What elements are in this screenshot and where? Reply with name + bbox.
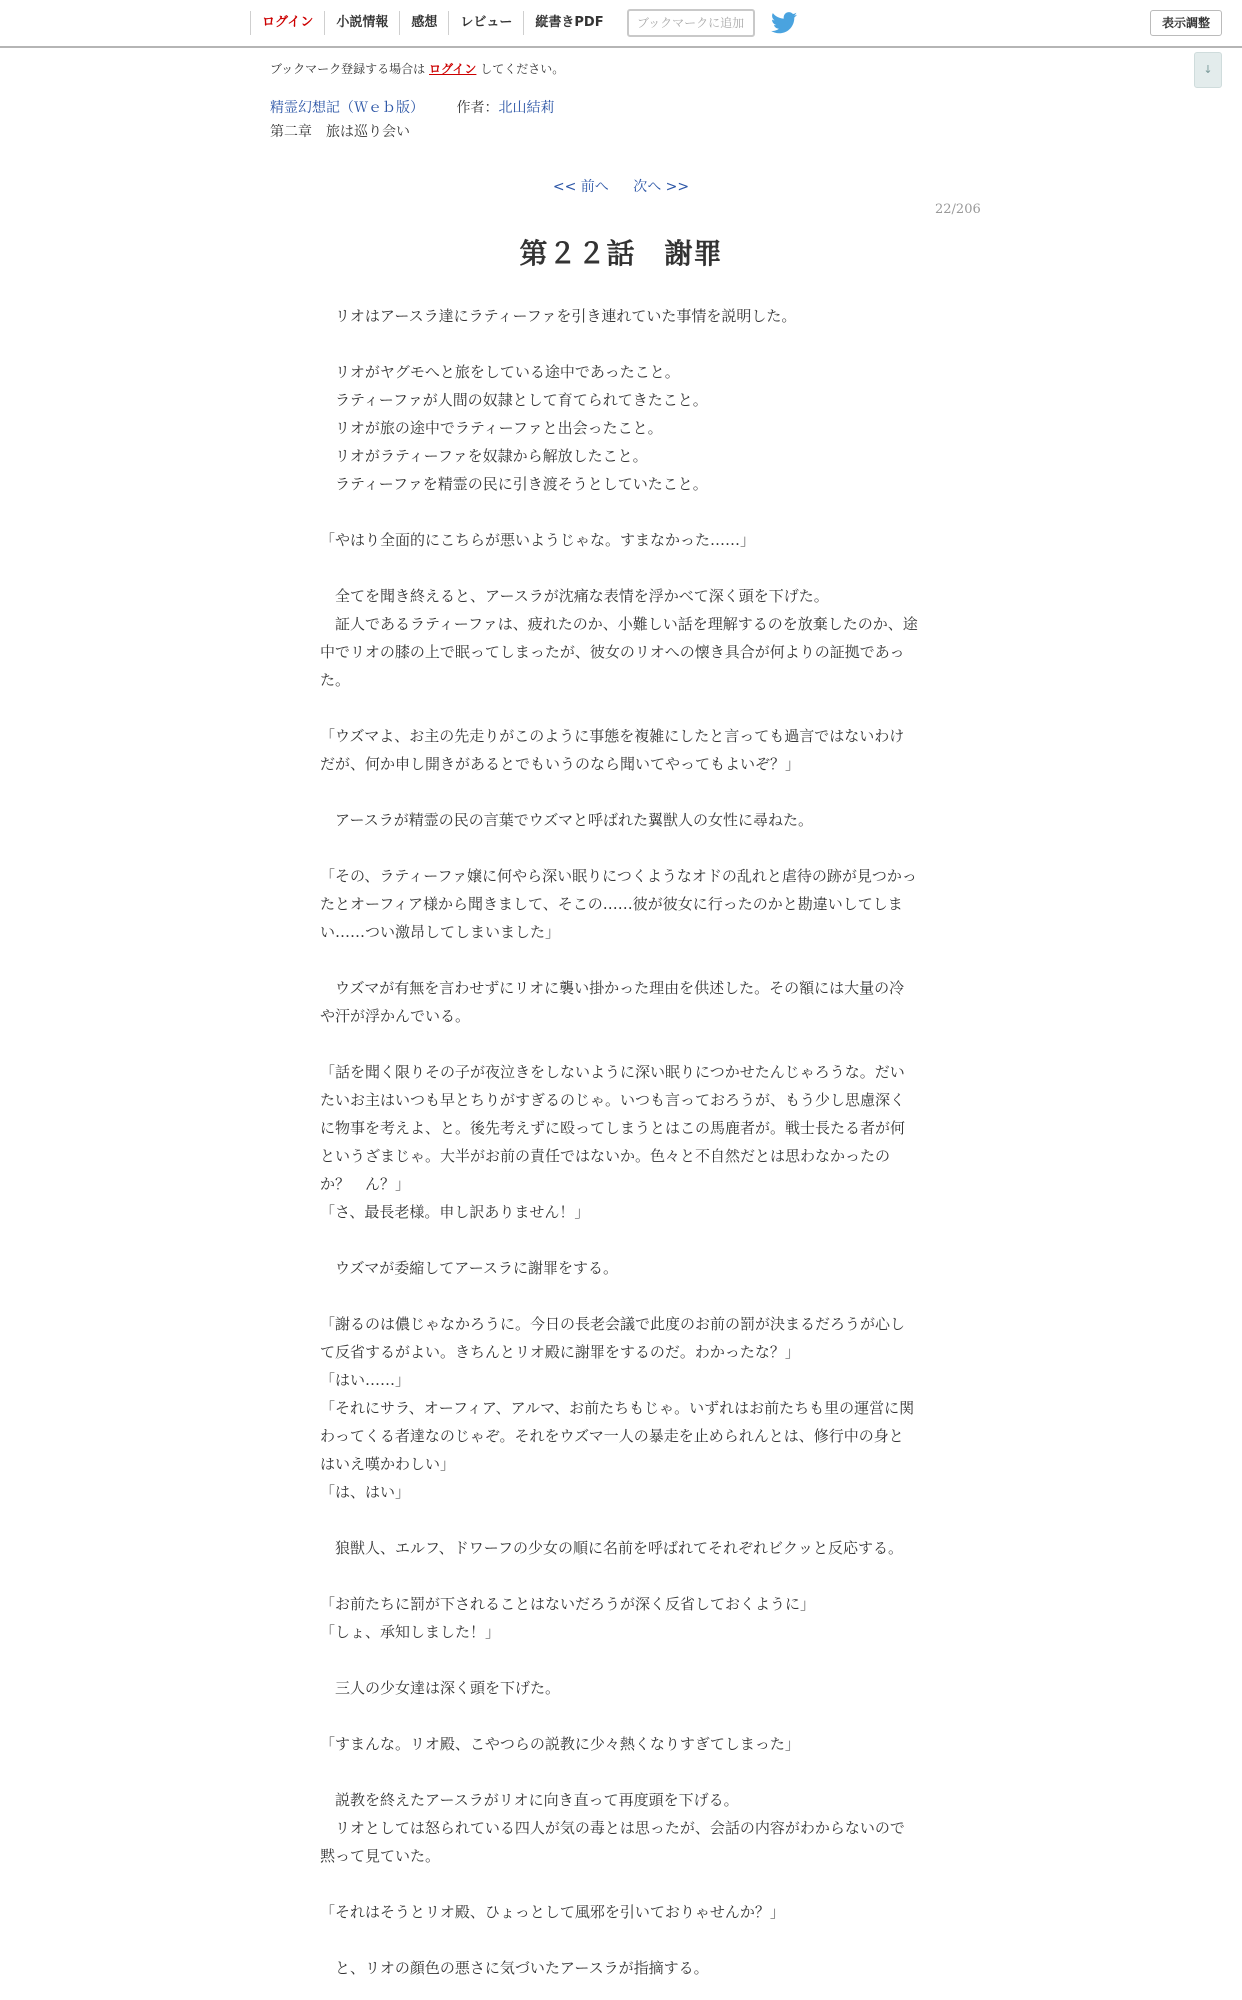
episode-title: 第２２話 謝罪 [519, 237, 723, 270]
notice-text-before: ブックマーク登録する場合は [270, 62, 426, 76]
bookmark-login-notice [270, 60, 564, 77]
add-bookmark-button[interactable]: ブックマークに追加 [627, 9, 755, 37]
body-paragraph: ラティーファが人間の奴隷として育てられてきたこと。 [320, 391, 708, 409]
twitter-icon[interactable] [771, 12, 797, 34]
body-paragraph: 「やはり全面的にこちらが悪いようじゃな。すまなかった……」 [320, 531, 756, 549]
body-paragraph: 「ウズマよ、お主の先走りがこのように事態を複雑にしたと言っても過言ではないわけだが、何か申し開きがあるとでもいうのなら聞いてやってもよいぞ？」 [320, 727, 905, 773]
body-paragraph: 説教を終えたアースラがリオに向き直って再度頭を下げる。 [320, 1791, 739, 1809]
body-paragraph: 「は、はい」 [320, 1483, 411, 1501]
next-link[interactable]: 次へ >> [633, 179, 690, 195]
body-paragraph: リオがラティーファを奴隷から解放したこと。 [320, 447, 648, 465]
body-paragraph: 「さ、最長老様。申し訳ありません！」 [320, 1203, 590, 1221]
body-paragraph: 「その、ラティーファ嬢に何やら深い眠りにつくようなオドの乱れと虐待の跡が見つかったとオーフィア様から聞きまして、そこの……彼が彼女に行ったのかと勘違いしてしまい……つい激昂してしまいました」 [320, 867, 917, 941]
author-link[interactable]: 北山結莉 [498, 100, 555, 116]
body-paragraph [320, 498, 918, 526]
scroll-down-button[interactable]: ↓ [1194, 52, 1222, 88]
body-paragraph: リオとしては怒られている四人が気の毒とは思ったが、会話の内容がわからないので黙って見ていた。 [320, 1819, 905, 1865]
body-paragraph [320, 1030, 918, 1058]
body-paragraph: 「しょ、承知しました！」 [320, 1623, 501, 1641]
body-paragraph: 「謝るのは儂じゃなかろうに。今日の長老会議で此度のお前の罰が決まるだろうが心して反省するがよい。きちんとリオ殿に謝罪をするのだ。わかったな？」 [320, 1315, 906, 1361]
body-paragraph: 証人であるラティーファは、疲れたのか、小難しい話を理解するのを放棄したのか、途中でリオの膝の上で眠ってしまったが、彼女のリオへの懐き具合が何よりの証拠であった。 [320, 615, 918, 689]
novel-title-link[interactable]: 精霊幻想記（Ｗｅｂ版） [270, 100, 424, 116]
novel-body [320, 302, 918, 1982]
body-paragraph [320, 1562, 918, 1590]
body-paragraph [320, 554, 918, 582]
body-paragraph: 「それにサラ、オーフィア、アルマ、お前たちもじゃ。いずれはお前たちも里の運営に関わってくる者達なのじゃぞ。それをウズマ一人の暴走を止められんとは、修行中の身とはいえ嘆かわしい」 [320, 1399, 915, 1473]
body-paragraph [320, 1282, 918, 1310]
body-paragraph: 「話を聞く限りその子が夜泣きをしないように深い眠りにつかせたんじゃろうな。だいたいお主はいつも早とちりがすぎるのじゃ。いつも言っておろうが、もう少し思慮深くに物事を考えよ、と。後先考えずに殴ってしまうとはこの馬鹿者が。戦士長たる者が何というざまじゃ。大半がお前の責任ではないか。色々と不自然だとは思わなかったのか？ ん？」 [320, 1063, 906, 1193]
author-label: 作者： [456, 100, 499, 116]
prev-link[interactable]: << 前へ [552, 179, 609, 195]
body-paragraph: 「すまんな。リオ殿、こやつらの説教に少々熱くなりすぎてしまった」 [320, 1735, 800, 1753]
display-settings-button[interactable]: 表示調整 [1150, 10, 1222, 36]
chapter-title: 第二章 旅は巡り会い [270, 124, 410, 140]
body-paragraph: 全てを聞き終えると、アースラが沈痛な表情を浮かべて深く頭を下げた。 [320, 587, 829, 605]
body-paragraph [320, 778, 918, 806]
body-paragraph [320, 834, 918, 862]
header-nav [250, 0, 797, 46]
body-paragraph [320, 1226, 918, 1254]
body-paragraph [320, 1758, 918, 1786]
nav-novel-info[interactable]: 小説情報 [324, 11, 399, 35]
nav-login[interactable]: ログイン [250, 11, 324, 35]
body-paragraph: リオが旅の途中でラティーファと出会ったこと。 [320, 419, 663, 437]
body-paragraph: ウズマが有無を言わせずにリオに襲い掛かった理由を供述した。その額には大量の冷や汗が浮かんでいる。 [320, 979, 905, 1025]
body-paragraph: ラティーファを精霊の民に引き渡そうとしていたこと。 [320, 475, 708, 493]
body-paragraph [320, 1870, 918, 1898]
nav-impressions[interactable]: 感想 [399, 11, 448, 35]
body-paragraph: 「それはそうとリオ殿、ひょっとして風邪を引いておりゃせんか？」 [320, 1903, 785, 1921]
body-paragraph: ウズマが委縮してアースラに謝罪をする。 [320, 1259, 619, 1277]
nav-vertical-pdf[interactable]: 縦書きPDF [523, 11, 614, 35]
body-paragraph [320, 1926, 918, 1954]
body-paragraph: 狼獣人、エルフ、ドワーフの少女の順に名前を呼ばれてそれぞれビクッと反応する。 [320, 1539, 904, 1557]
body-paragraph: リオがヤグモへと旅をしている途中であったこと。 [320, 363, 680, 381]
notice-login-link[interactable]: ログイン [429, 62, 477, 76]
body-paragraph [320, 946, 918, 974]
notice-text-after: してください。 [480, 62, 565, 76]
body-paragraph [320, 1506, 918, 1534]
body-paragraph: 「お前たちに罰が下されることはないだろうが深く反省しておくように」 [320, 1595, 816, 1613]
body-paragraph: アースラが精霊の民の言葉でウズマと呼ばれた翼獣人の女性に尋ねた。 [320, 811, 814, 829]
novel-info-line [270, 97, 554, 117]
body-paragraph [320, 1702, 918, 1730]
site-header [0, 0, 1242, 48]
body-paragraph [320, 1646, 918, 1674]
body-paragraph: リオはアースラ達にラティーファを引き連れていた事情を説明した。 [320, 307, 797, 325]
nav-review[interactable]: レビュー [448, 11, 523, 35]
page-count: 22/206 [935, 202, 981, 217]
body-paragraph [320, 694, 918, 722]
body-paragraph [320, 330, 918, 358]
body-paragraph: と、リオの顔色の悪さに気づいたアースラが指摘する。 [320, 1959, 709, 1977]
body-paragraph: 「はい……」 [320, 1371, 411, 1389]
body-paragraph: 三人の少女達は深く頭を下げた。 [320, 1679, 561, 1697]
episode-pager [0, 176, 1242, 196]
